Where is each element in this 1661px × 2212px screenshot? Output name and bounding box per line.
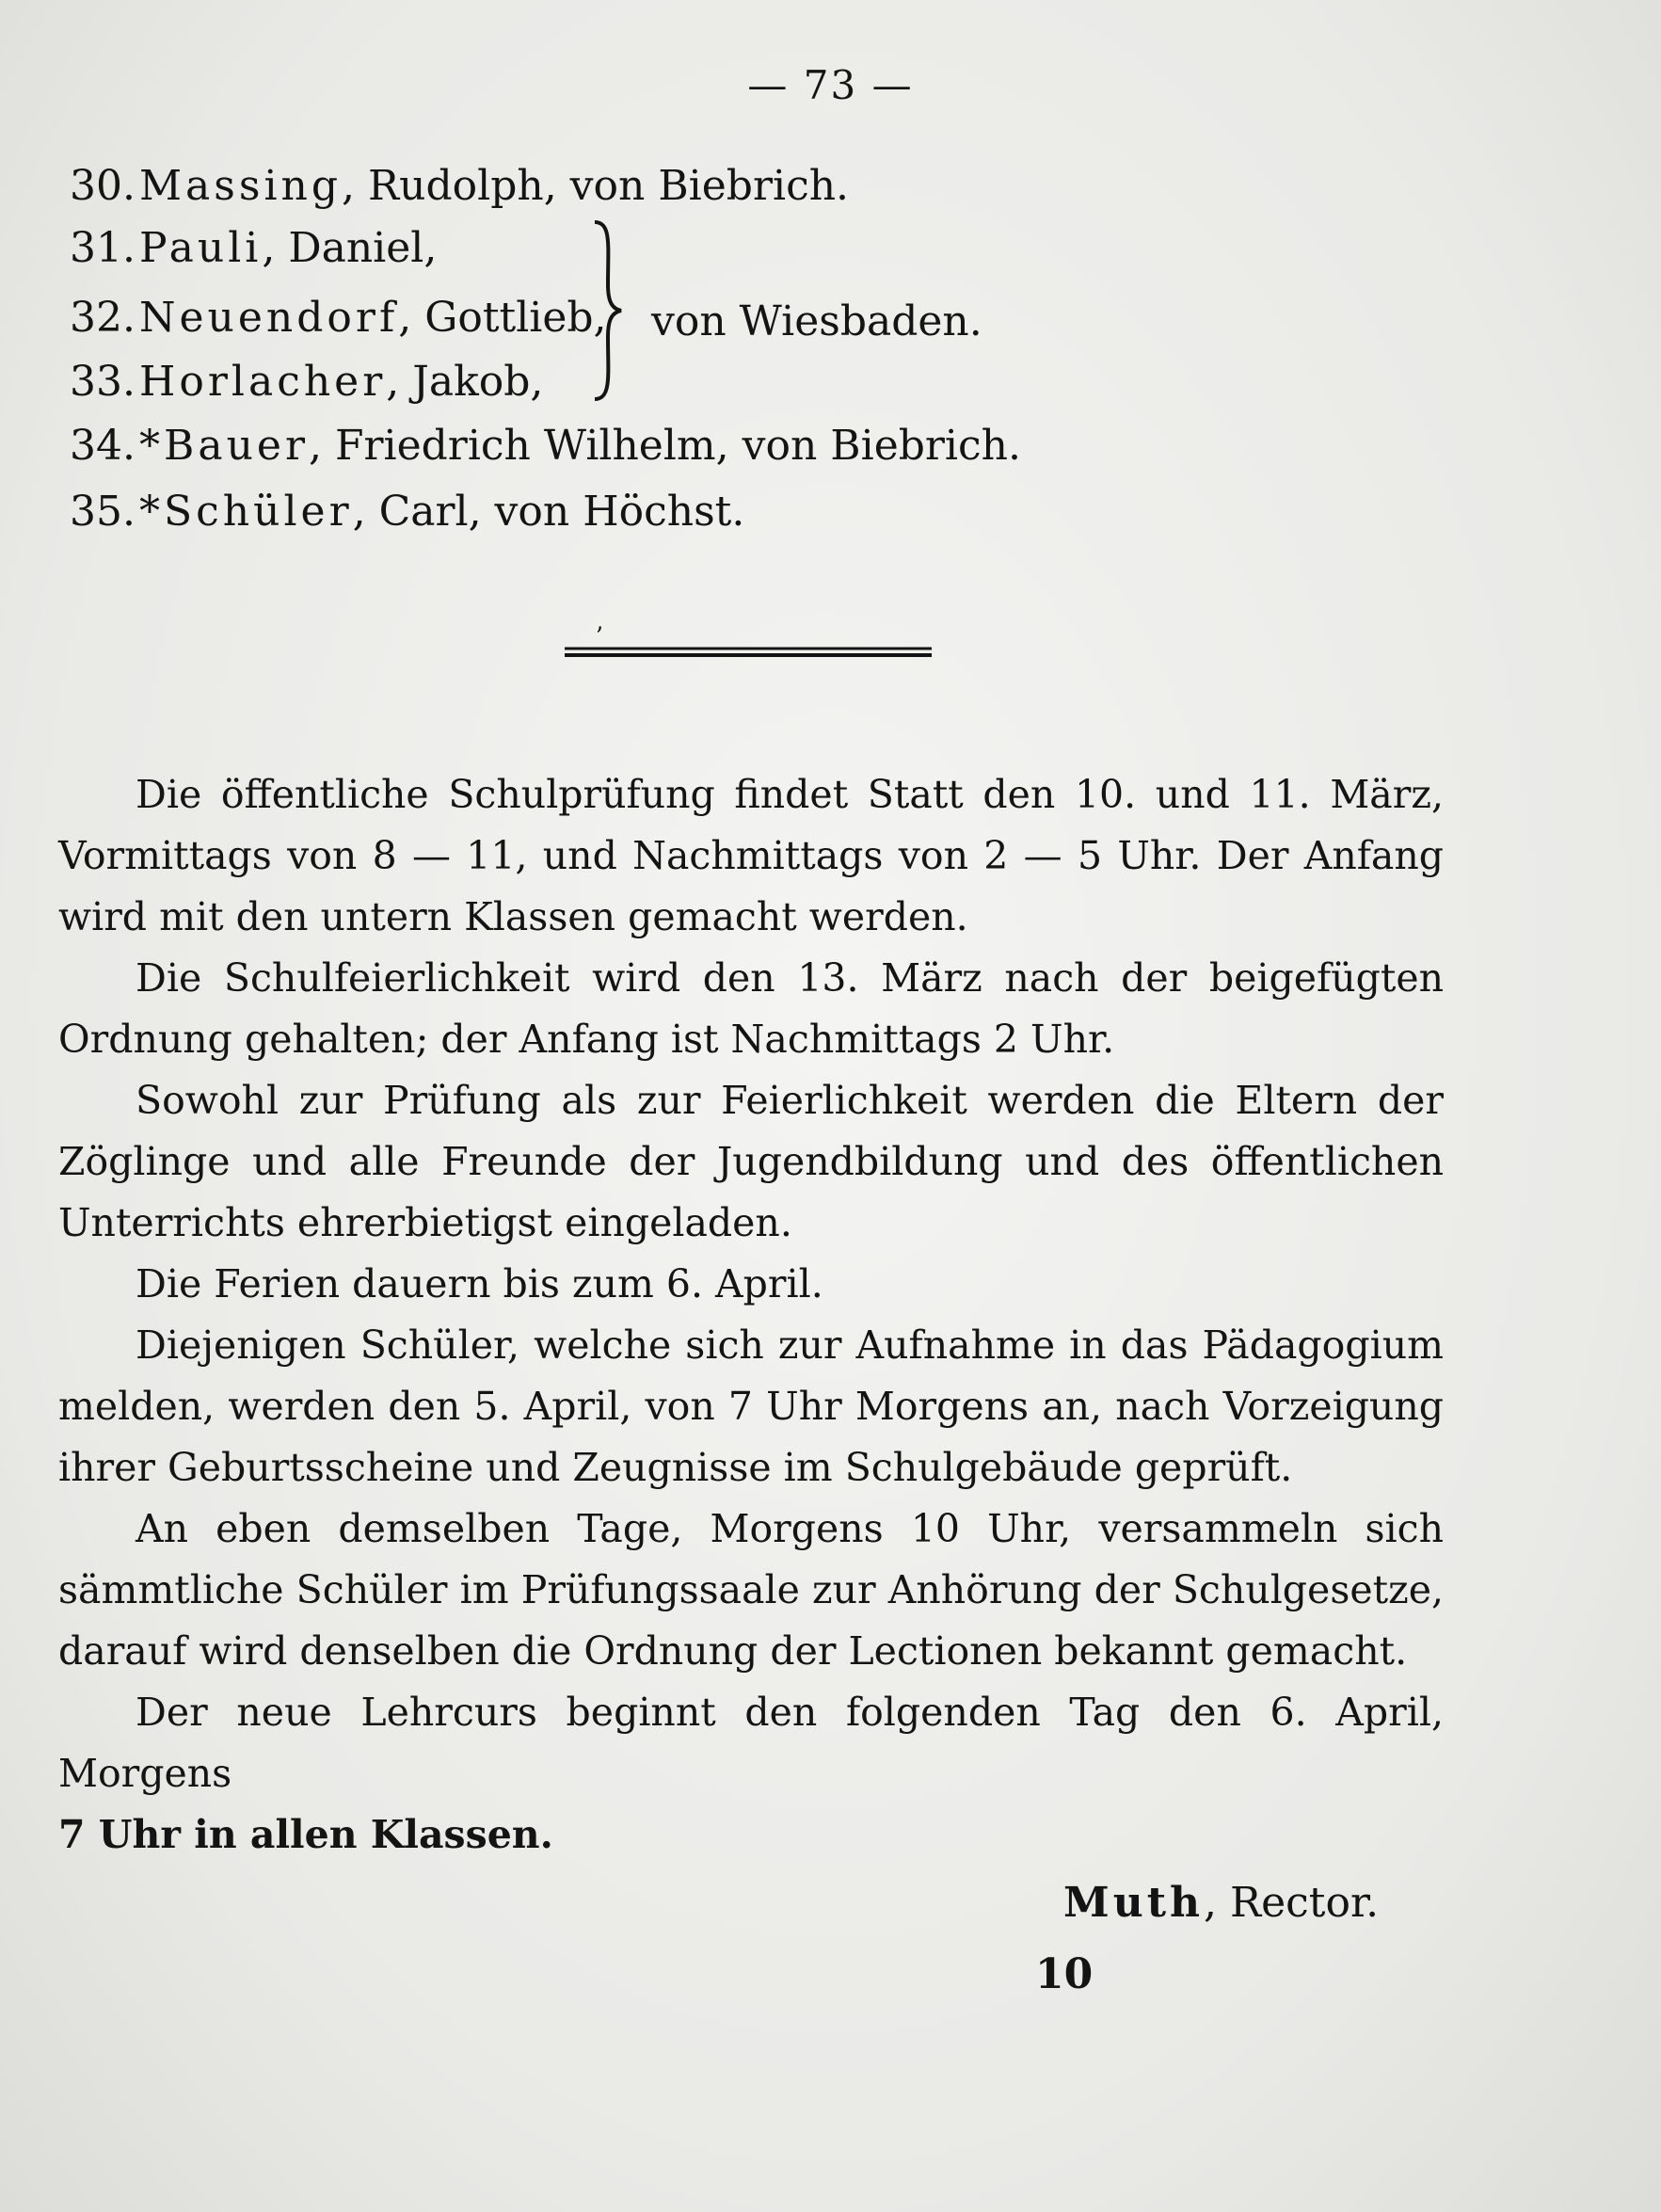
notice-paragraph: An eben demselben Tage, Morgens 10 Uhr, versammeln sich sämmtliche Schüler im Prüfungssaale zur Anhörung der Schulgesetze, darauf wird denselben die Ordnung der Lectionen bekannt gemacht. bbox=[58, 1506, 1444, 1674]
roster-rest: , Rudolph, von Biebrich. bbox=[342, 162, 850, 210]
notice-paragraph: Sowohl zur Prüfung als zur Feierlichkeit werden die Eltern der Zöglinge und alle Freunde der Jugendbildung und des öffentlichen Unterrichts ehrerbietigst eingeladen. bbox=[58, 1078, 1444, 1245]
notice-paragraph-closing: 7 Uhr in allen Klassen. bbox=[58, 1812, 553, 1857]
roster-rest: , Daniel, bbox=[262, 224, 438, 272]
group-origin: von Wiesbaden. bbox=[651, 297, 982, 345]
roster-surname: Horlacher bbox=[139, 358, 387, 406]
section-divider bbox=[565, 646, 932, 659]
notice-paragraph: Diejenigen Schüler, welche sich zur Aufnahme in das Pädagogium melden, werden den 5. April, von 7 Uhr Morgens an, nach Vorzeigung ihrer Geburtsscheine und Zeugnisse im Schulgebäude geprüft. bbox=[58, 1322, 1444, 1490]
roster-surname: *Bauer bbox=[139, 422, 309, 470]
roster-rest: , Carl, von Höchst. bbox=[352, 488, 745, 536]
roster-rest: , Friedrich Wilhelm, von Biebrich. bbox=[308, 422, 1021, 470]
roster-number: 34. bbox=[70, 422, 136, 470]
roster-surname: *Schüler bbox=[139, 488, 353, 536]
roster-rest: , Jakob, bbox=[386, 358, 544, 406]
notice-paragraph: Die Ferien dauern bis zum 6. April. bbox=[136, 1261, 823, 1306]
roster-surname: Massing bbox=[139, 162, 343, 210]
roster-number: 35. bbox=[70, 488, 136, 536]
stray-mark: ʼ bbox=[595, 623, 603, 651]
notice-paragraph: Die Schulfeierlichkeit wird den 13. März nach der beigefügten Ordnung gehalten; der Anfang ist Nachmittags 2 Uhr. bbox=[58, 955, 1444, 1062]
roster-surname: Neuendorf bbox=[139, 294, 399, 342]
roster-number: 32. bbox=[70, 294, 136, 342]
roster-rest: , Gottlieb, bbox=[398, 294, 607, 342]
roster-entry bbox=[70, 422, 1021, 470]
signature bbox=[1063, 1879, 1379, 1927]
notice-body bbox=[58, 764, 1444, 1866]
roster-surname: Pauli bbox=[139, 224, 263, 272]
grouping-brace bbox=[591, 218, 625, 403]
roster-entry bbox=[70, 358, 544, 406]
signature-title: , Rector. bbox=[1204, 1879, 1380, 1927]
roster-entry bbox=[70, 224, 438, 272]
roster-number: 31. bbox=[70, 224, 136, 272]
notice-paragraph: Die öffentliche Schulprüfung findet Statt den 10. und 11. März, Vormittags von 8 — 11, und Nachmittags von 2 — 5 Uhr. Der Anfang wird mit den untern Klassen gemacht werden. bbox=[58, 772, 1444, 939]
roster-entry bbox=[70, 488, 745, 536]
roster-entry bbox=[70, 162, 850, 210]
notice-paragraph: Der neue Lehrcurs beginnt den folgenden Tag den 6. April, Morgens bbox=[58, 1690, 1444, 1796]
signature-mark: 10 bbox=[1035, 1950, 1094, 1998]
page-number: — 73 — bbox=[747, 62, 914, 108]
roster-entry bbox=[70, 294, 607, 342]
roster-number: 30. bbox=[70, 162, 136, 210]
roster-number: 33. bbox=[70, 358, 136, 406]
signature-name: Muth bbox=[1063, 1879, 1205, 1927]
